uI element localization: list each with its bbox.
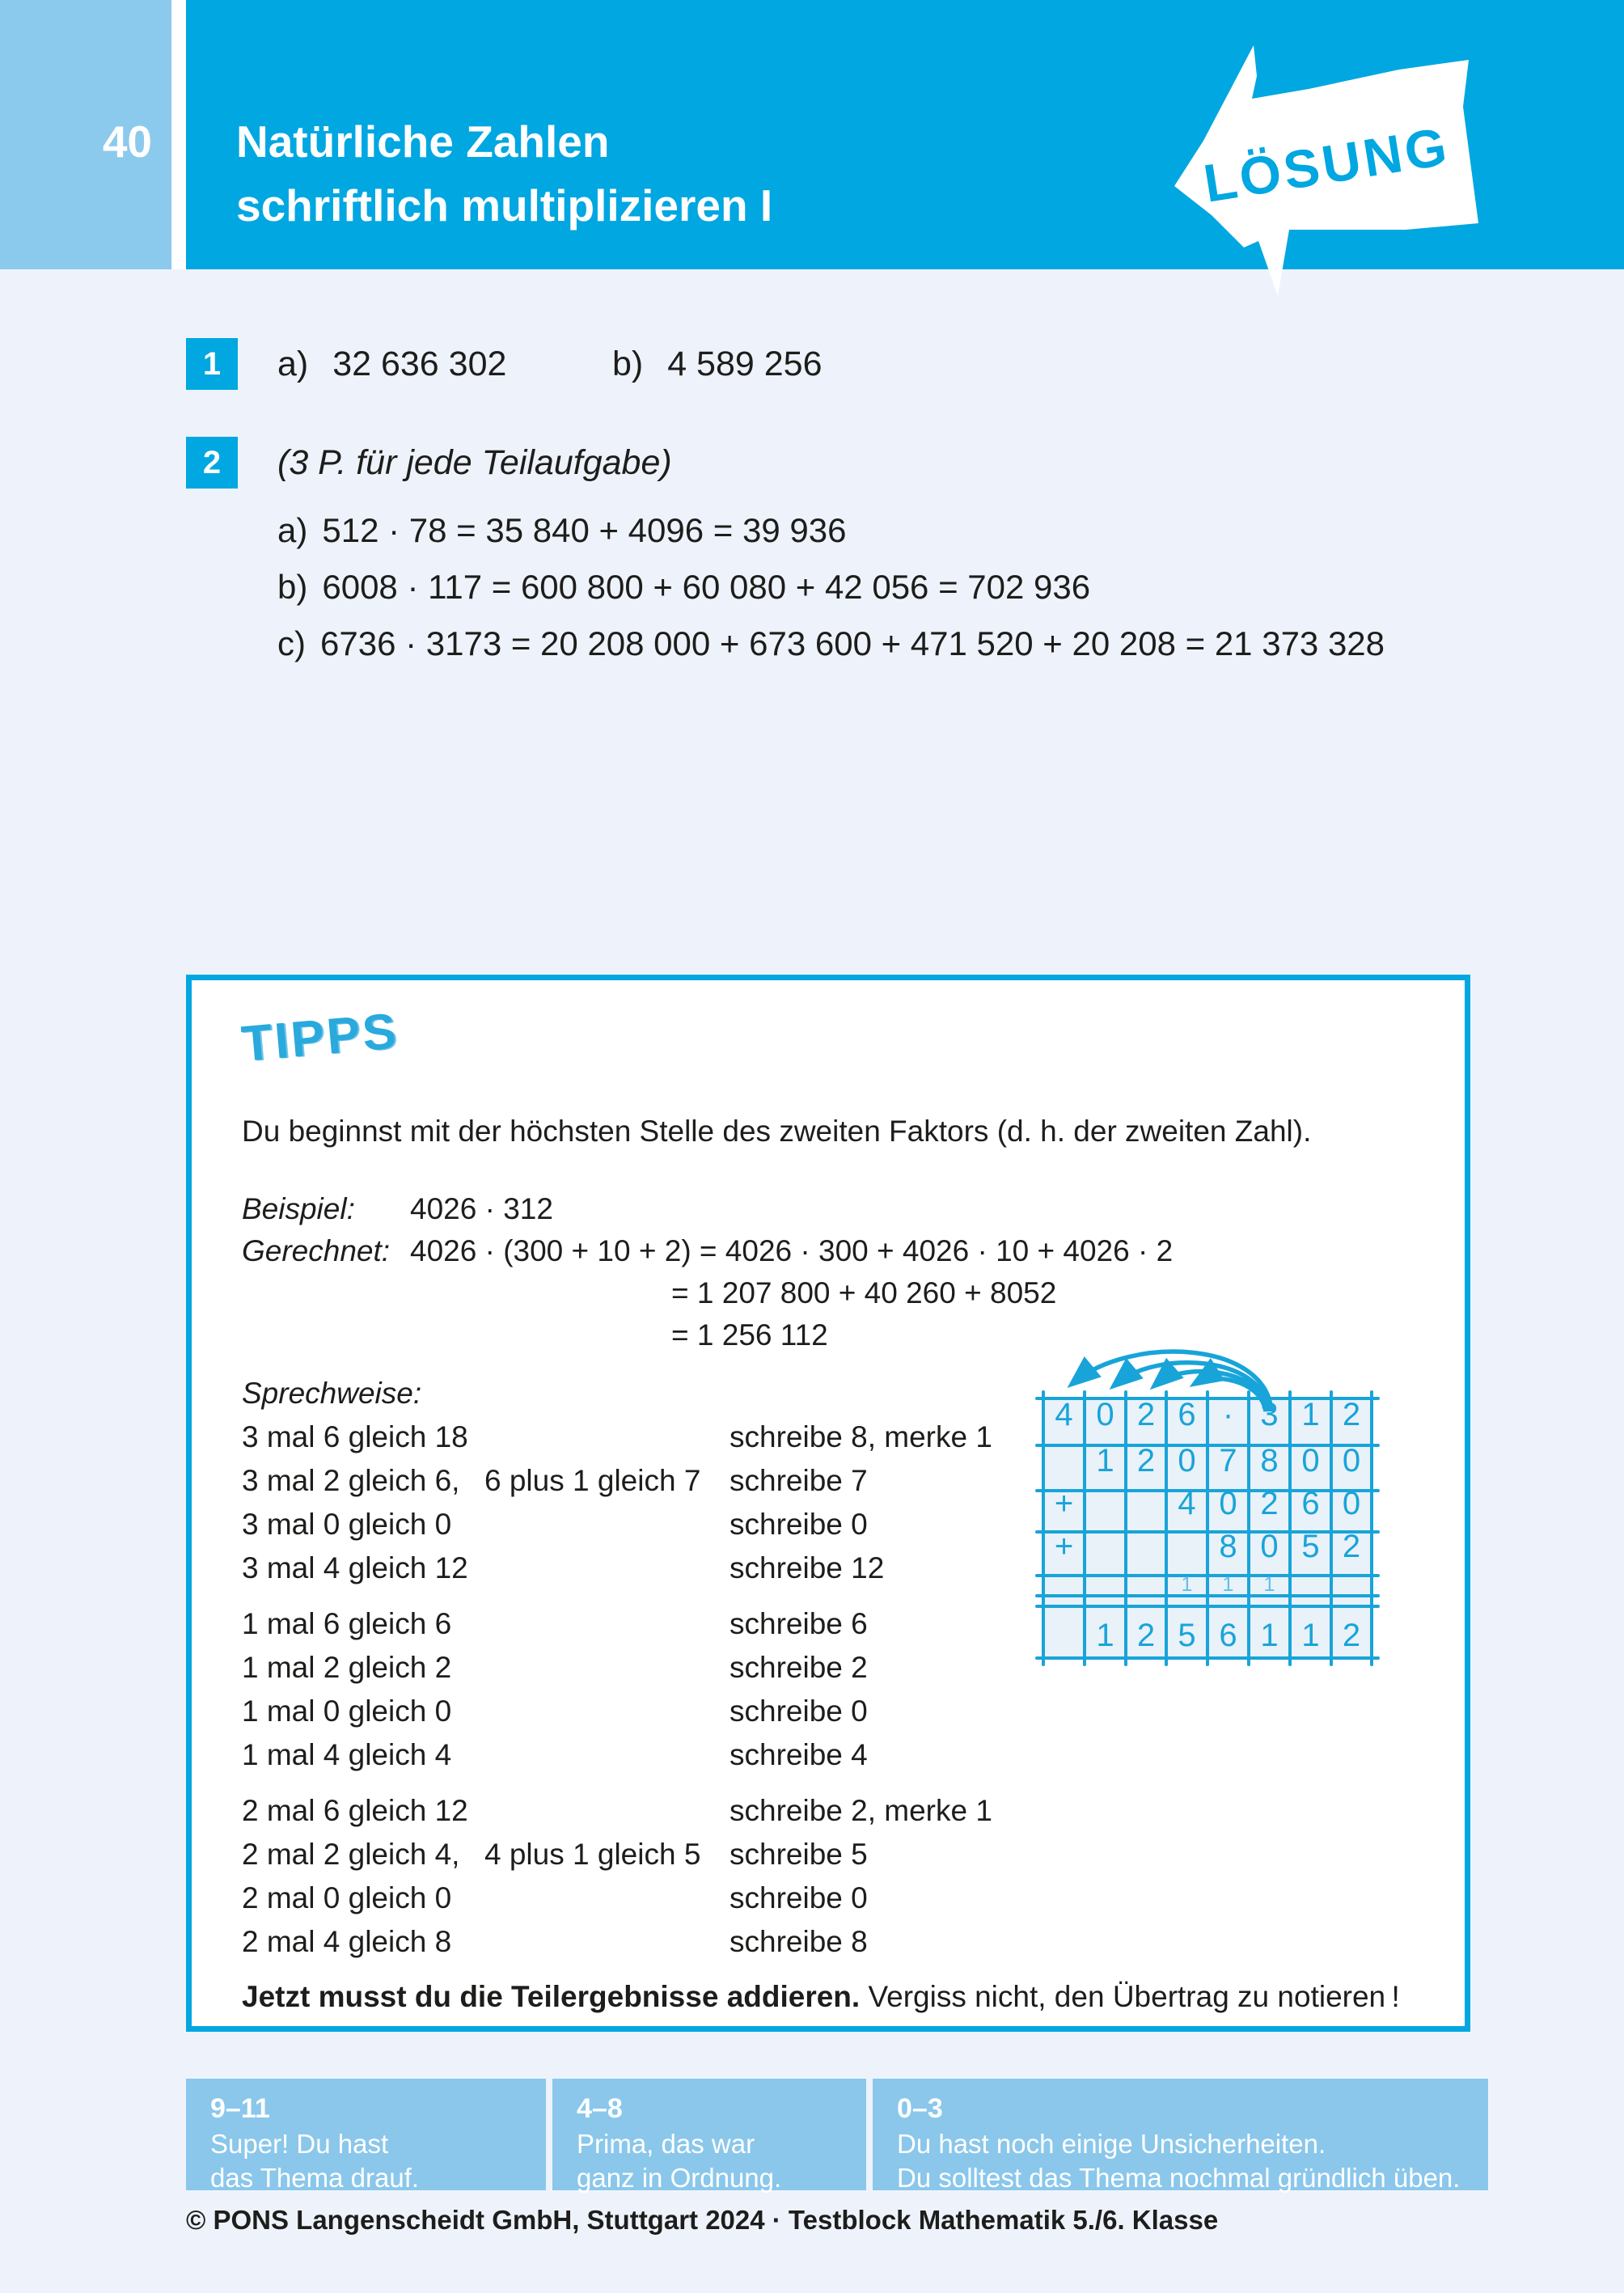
grid-digit: 6 xyxy=(1178,1397,1196,1432)
grid-digit: + xyxy=(1054,1486,1074,1521)
score-range: 9–11 xyxy=(210,2093,270,2124)
grid-digit: 0 xyxy=(1342,1486,1361,1521)
sprechweise-left: 3 mal 6 gleich 18 xyxy=(242,1420,468,1453)
score-range: 0–3 xyxy=(897,2093,943,2124)
sprechweise-right: schreibe 0 xyxy=(730,1508,868,1541)
grid-digit: 6 xyxy=(1219,1618,1237,1653)
sprechweise-group xyxy=(242,1789,1432,1964)
sprechweise-mid xyxy=(484,1503,730,1546)
grid-digit: 1 xyxy=(1181,1573,1193,1596)
sprechweise-left: 3 mal 4 gleich 12 xyxy=(242,1551,468,1584)
sprechweise-left: 1 mal 6 gleich 6 xyxy=(242,1607,452,1640)
sprechweise-left: 2 mal 0 gleich 0 xyxy=(242,1881,452,1914)
exercise-2a-value: 512 · 78 = 35 840 + 4096 = 39 936 xyxy=(322,511,847,549)
grid-digit: 2 xyxy=(1342,1618,1361,1653)
sprechweise-right: schreibe 6 xyxy=(730,1607,868,1640)
grid-digit: 1 xyxy=(1260,1618,1279,1653)
tips-title: TIPPS xyxy=(239,1003,401,1072)
score-text-line: ganz in Ordnung. xyxy=(577,2163,782,2193)
sprechweise-left: 3 mal 2 gleich 6, xyxy=(242,1464,460,1497)
sprechweise-mid xyxy=(484,1920,730,1964)
exercise-1a-value: 32 636 302 xyxy=(332,345,507,383)
example-row xyxy=(242,1188,1432,1230)
grid-digit: 1 xyxy=(1301,1397,1320,1432)
score-band-low xyxy=(873,2079,1488,2193)
sprechweise-mid xyxy=(484,1876,730,1920)
grid-digit: · xyxy=(1222,1397,1234,1432)
score-text-line: Du solltest das Thema nochmal gründlich üben. xyxy=(897,2163,1461,2193)
grid-digit: 2 xyxy=(1260,1486,1279,1521)
sprechweise-left: 1 mal 4 gleich 4 xyxy=(242,1738,452,1771)
score-text-line: Du hast noch einige Unsicherheiten. xyxy=(897,2129,1326,2159)
sprechweise-mid xyxy=(484,1789,730,1833)
tips-intro: Du beginnst mit der höchsten Stelle des zweiten Faktors (d. h. der zweiten Zahl). xyxy=(242,1115,1312,1148)
calculation-value: 4026 · (300 + 10 + 2) = 4026 · 300 + 4026 · 10 + 4026 · 2 xyxy=(410,1234,1174,1267)
page-number: 40 xyxy=(0,0,171,269)
grid-digit: 0 xyxy=(1096,1397,1114,1432)
multiplication-grid xyxy=(1034,1331,1393,1682)
grid-digit: 0 xyxy=(1219,1486,1237,1521)
score-bands xyxy=(186,2079,1488,2193)
exercise-2-note: (3 P. für jede Teilaufgabe) xyxy=(277,443,672,482)
sprechweise-left: 1 mal 2 gleich 2 xyxy=(242,1651,452,1684)
exercise-2a-label: a) xyxy=(277,511,308,549)
sprechweise-mid xyxy=(484,1646,730,1690)
exercise-1-row-b xyxy=(612,338,822,390)
grid-digit: 1 xyxy=(1222,1573,1234,1596)
grid-digit: 2 xyxy=(1136,1443,1156,1479)
grid-digit: 5 xyxy=(1301,1529,1320,1564)
tips-closing-rest: Vergiss nicht, den Übertrag zu notieren ! xyxy=(860,1980,1400,2013)
sprechweise-mid xyxy=(484,1690,730,1733)
page-title-line1: Natürliche Zahlen xyxy=(236,116,610,167)
exercise-1-badge: 1 xyxy=(186,338,238,390)
grid-digit: 2 xyxy=(1136,1397,1156,1432)
exercise-2c-value: 6736 · 3173 = 20 208 000 + 673 600 + 471 520 + 20 208 = 21 373 328 xyxy=(320,624,1385,662)
equation-line-3: = 1 256 112 xyxy=(671,1318,828,1352)
grid-digit: 7 xyxy=(1219,1443,1237,1479)
sprechweise-row xyxy=(242,1876,1432,1920)
grid-digit: 5 xyxy=(1178,1618,1196,1653)
sprechweise-mid xyxy=(484,1546,730,1590)
grid-digit: 1 xyxy=(1301,1618,1320,1653)
sprechweise-row xyxy=(242,1833,1432,1876)
sprechweise-mid xyxy=(484,1602,730,1646)
copyright-footer: © PONS Langenscheidt GmbH, Stuttgart 2024 · Testblock Mathematik 5./6. Klasse xyxy=(186,2205,1219,2235)
sprechweise-row xyxy=(242,1733,1432,1777)
sprechweise-left: 2 mal 2 gleich 4, xyxy=(242,1838,460,1871)
calculation-row xyxy=(242,1230,1432,1272)
grid-digit: + xyxy=(1054,1529,1074,1564)
exercise-2c-label: c) xyxy=(277,624,306,662)
stamp-label: LÖSUNG xyxy=(1199,115,1454,214)
grid-digit: 1 xyxy=(1096,1443,1114,1479)
sprechweise-mid: 4 plus 1 gleich 5 xyxy=(484,1838,701,1871)
score-text-line: das Thema drauf. xyxy=(210,2163,420,2193)
exercise-2b-value: 6008 · 117 = 600 800 + 60 080 + 42 056 = 702 936 xyxy=(322,568,1091,606)
sprechweise-left: 2 mal 4 gleich 8 xyxy=(242,1925,452,1958)
sprechweise-left: 2 mal 6 gleich 12 xyxy=(242,1794,468,1827)
sprechweise-row xyxy=(242,1789,1432,1833)
exercise-1a-label: a) xyxy=(277,345,309,383)
grid-digit: 4 xyxy=(1178,1486,1196,1521)
tips-closing xyxy=(242,1975,1432,2019)
grid-digit: 2 xyxy=(1136,1618,1156,1653)
grid-digit: 6 xyxy=(1301,1486,1320,1521)
score-text-line: Prima, das war xyxy=(577,2129,755,2159)
sprechweise-right: schreibe 0 xyxy=(730,1881,868,1914)
example-value: 4026 · 312 xyxy=(410,1192,553,1225)
score-range: 4–8 xyxy=(577,2093,623,2124)
sprechweise-mid: 6 plus 1 gleich 7 xyxy=(484,1464,701,1497)
tips-box xyxy=(186,975,1470,2032)
grid-digit: 0 xyxy=(1301,1443,1320,1479)
exercise-2a xyxy=(277,508,846,553)
sprechweise-right: schreibe 8, merke 1 xyxy=(730,1420,992,1453)
exercise-2c xyxy=(277,621,1385,666)
tips-closing-bold: Jetzt musst du die Teilergebnisse addieren. xyxy=(242,1980,861,2013)
sprechweise-label: Sprechweise: xyxy=(242,1377,422,1410)
grid-digit: 2 xyxy=(1342,1529,1361,1564)
sprechweise-row xyxy=(242,1920,1432,1964)
sprechweise-right: schreibe 0 xyxy=(730,1694,868,1728)
exercise-1-row xyxy=(277,338,506,390)
grid-digit: 0 xyxy=(1178,1443,1196,1479)
grid-digit: 8 xyxy=(1219,1529,1237,1564)
sprechweise-right: schreibe 12 xyxy=(730,1551,885,1584)
exercise-1b-label: b) xyxy=(612,345,644,383)
loesung-arrow-stamp-icon xyxy=(1163,27,1496,315)
sprechweise-right: schreibe 7 xyxy=(730,1464,868,1497)
grid-digit: 1 xyxy=(1096,1618,1114,1653)
calculation-label: Gerechnet: xyxy=(242,1234,391,1267)
grid-digit: 8 xyxy=(1260,1443,1279,1479)
grid-digit: 0 xyxy=(1342,1443,1361,1479)
exercise-2b-label: b) xyxy=(277,568,308,606)
grid-digit: 4 xyxy=(1055,1397,1073,1432)
sprechweise-left: 1 mal 0 gleich 0 xyxy=(242,1694,452,1728)
score-band-high xyxy=(186,2079,546,2193)
sprechweise-right: schreibe 2 xyxy=(730,1651,868,1684)
score-text-line: Super! Du hast xyxy=(210,2129,389,2159)
exercise-2-badge: 2 xyxy=(186,437,238,489)
sprechweise-right: schreibe 2, merke 1 xyxy=(730,1794,992,1827)
exercise-2b xyxy=(277,565,1090,610)
sprechweise-mid xyxy=(484,1415,730,1459)
example-label: Beispiel: xyxy=(242,1192,355,1225)
grid-digit: 1 xyxy=(1263,1573,1275,1596)
equation-line-2: = 1 207 800 + 40 260 + 8052 xyxy=(671,1276,1057,1309)
sprechweise-right: schreibe 5 xyxy=(730,1838,868,1871)
sprechweise-right: schreibe 8 xyxy=(730,1925,868,1958)
sprechweise-row xyxy=(242,1690,1432,1733)
page-title-line2: schriftlich multiplizieren I xyxy=(236,180,773,231)
sprechweise-mid xyxy=(484,1733,730,1777)
grid-digit: 0 xyxy=(1260,1529,1279,1564)
sprechweise-right: schreibe 4 xyxy=(730,1738,868,1771)
grid-digit: 3 xyxy=(1260,1397,1279,1432)
grid-digit: 2 xyxy=(1342,1397,1361,1432)
score-band-mid xyxy=(552,2079,866,2193)
exercise-1b-value: 4 589 256 xyxy=(667,345,823,383)
sprechweise-left: 3 mal 0 gleich 0 xyxy=(242,1508,452,1541)
